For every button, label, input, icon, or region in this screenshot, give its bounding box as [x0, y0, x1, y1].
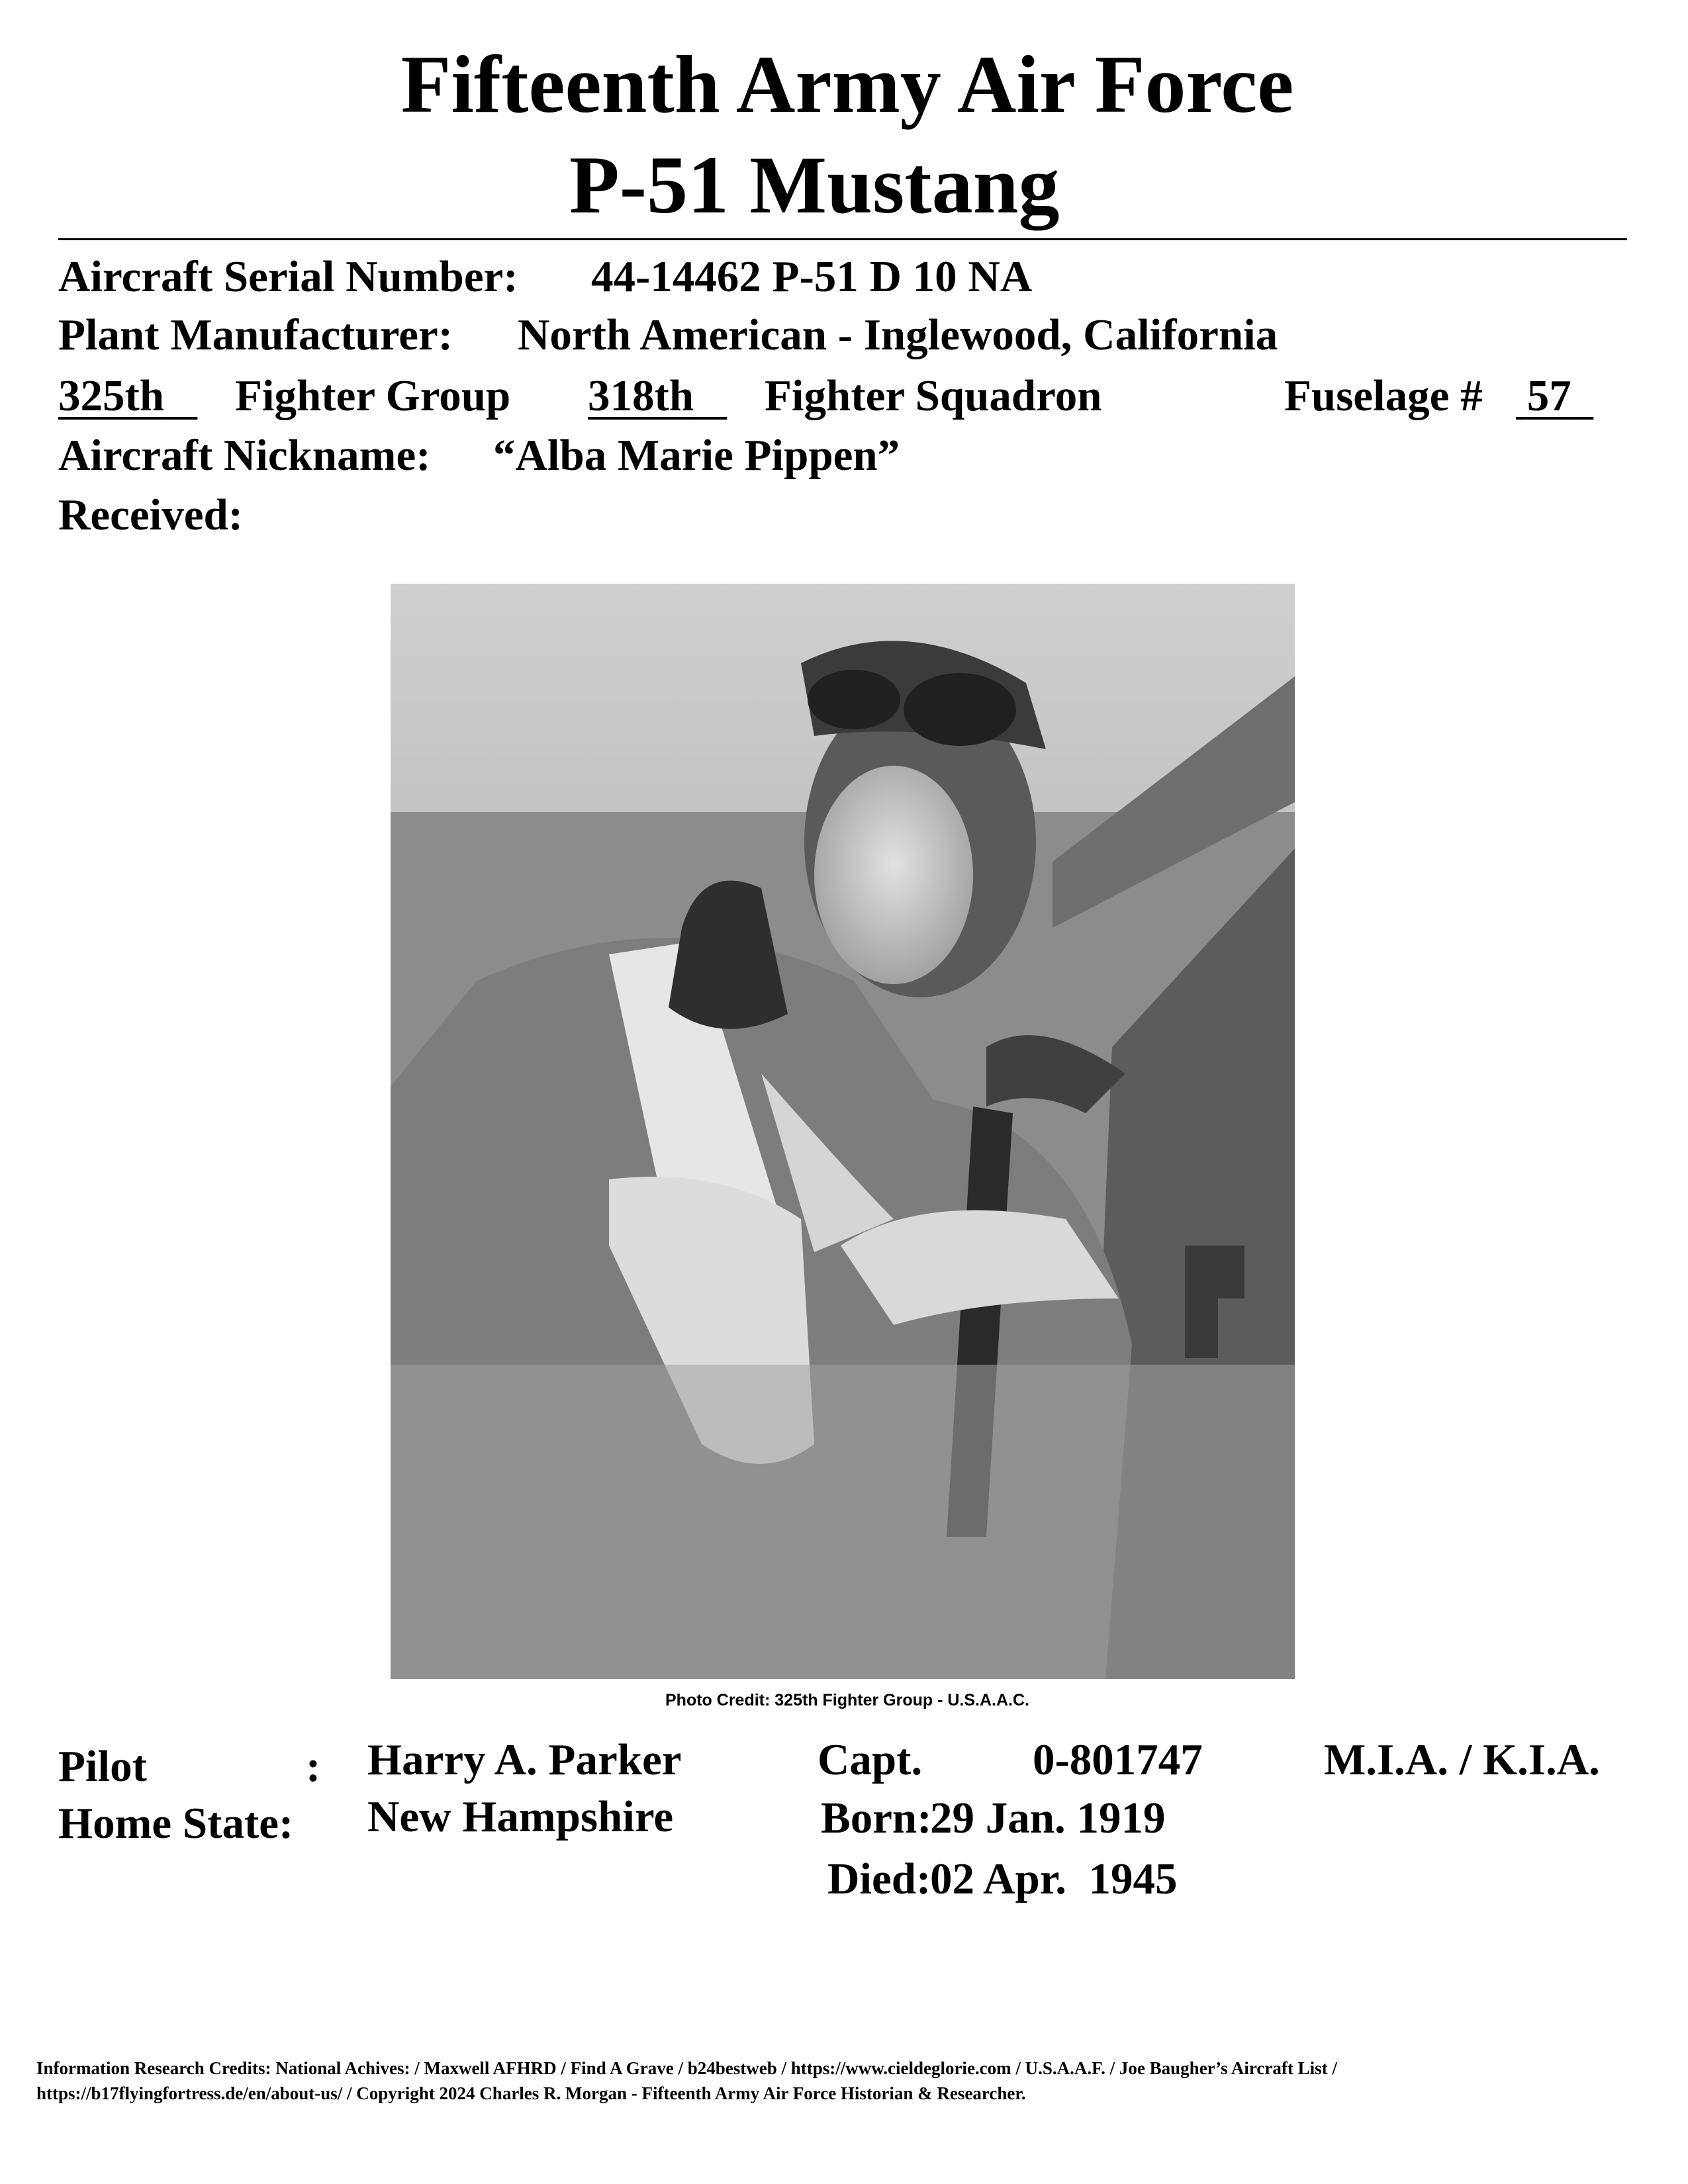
- pilot-label: Pilot: [58, 1742, 147, 1791]
- squadron-label: Fighter Squadron: [765, 371, 1102, 420]
- status: M.I.A. / K.I.A.: [1324, 1735, 1600, 1784]
- nickname-label: Aircraft Nickname:: [58, 431, 431, 480]
- nickname-value: “Alba Marie Pippen”: [493, 431, 900, 480]
- header-divider: [58, 238, 1627, 240]
- died-label: Died:: [827, 1854, 931, 1903]
- born-label: Born:: [821, 1794, 932, 1843]
- received-label: Received:: [58, 490, 244, 539]
- fuselage-number: 57: [1526, 371, 1571, 420]
- home-state: New Hampshire: [367, 1792, 674, 1841]
- pilot-portrait-image: [391, 584, 1295, 1679]
- pilot-photo: [391, 584, 1295, 1679]
- died-date: 02 Apr. 1945: [930, 1854, 1178, 1903]
- born-date: 29 Jan. 1919: [930, 1794, 1166, 1843]
- footer-credits-line2: https://b17flyingfortress.de/en/about-us/ / Copyright 2024 Charles R. Morgan - Fifteenth Army Air Force Historian & Researcher.: [36, 2083, 1026, 2103]
- plant-value: North American - Inglewood, California: [518, 310, 1278, 359]
- service-number: 0-801747: [1033, 1735, 1203, 1784]
- serial-value: 44-14462 P-51 D 10 NA: [591, 252, 1033, 301]
- fuselage-label: Fuselage #: [1284, 371, 1483, 420]
- serial-label: Aircraft Serial Number:: [58, 252, 518, 301]
- footer-credits-line1: Information Research Credits: National Achives: / Maxwell AFHRD / Find A Grave / b24bestweb / https://www.cieldeglorie.com / U.S.A.A.F. / Joe Baugher’s Aircraft List /: [36, 2058, 1337, 2078]
- squadron-number: 318th: [588, 371, 694, 420]
- pilot-colon: :: [306, 1742, 321, 1791]
- page-title: Fifteenth Army Air Force: [400, 39, 1294, 130]
- plant-label: Plant Manufacturer:: [58, 310, 453, 359]
- page-subtitle: P-51 Mustang: [569, 140, 1060, 230]
- group-number: 325th: [58, 371, 165, 420]
- pilot-rank: Capt.: [818, 1735, 923, 1784]
- photo-credit: Photo Credit: 325th Fighter Group - U.S.A.A.C.: [665, 1691, 1029, 1709]
- home-state-label: Home State:: [58, 1799, 294, 1848]
- group-label: Fighter Group: [235, 371, 511, 420]
- pilot-name: Harry A. Parker: [367, 1735, 682, 1784]
